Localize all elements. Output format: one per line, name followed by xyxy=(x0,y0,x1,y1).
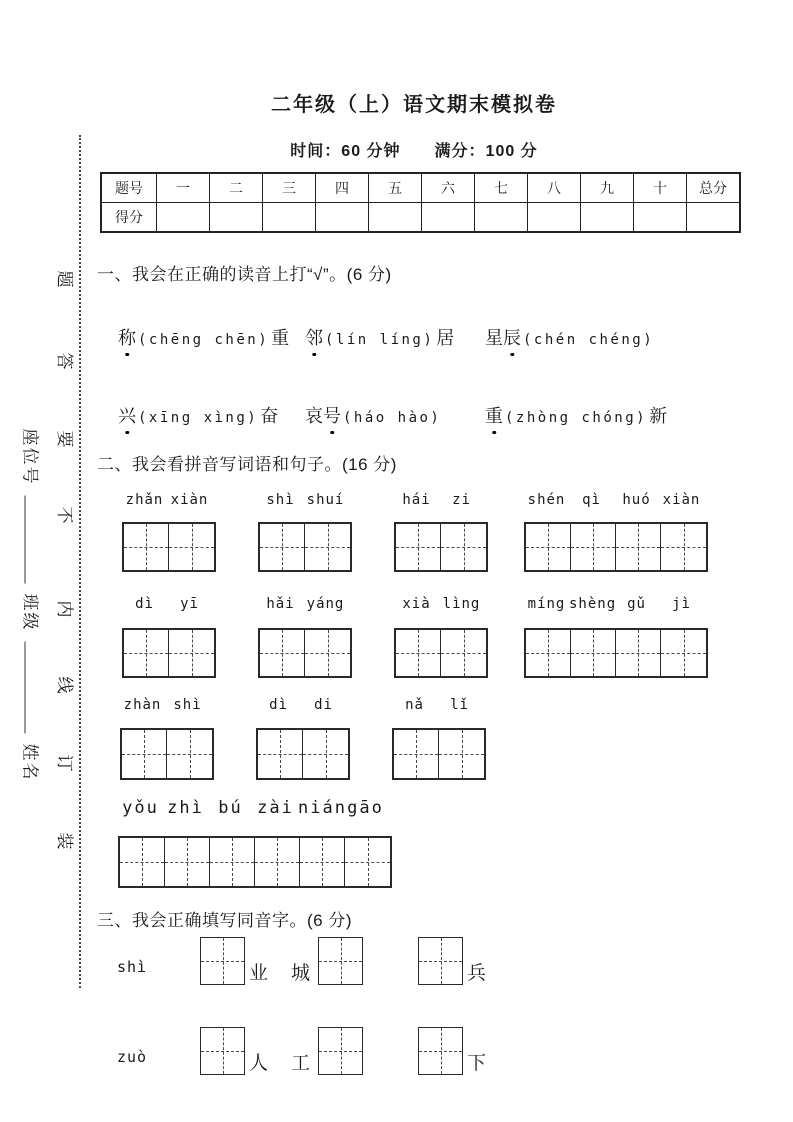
score-table-header-cell: 九 xyxy=(581,173,634,203)
hanzi-target-with-dot: 兴 xyxy=(118,402,136,428)
section1-heading: 一、我会在正确的读音上打“√”。(6 分) xyxy=(97,265,392,284)
pinyin-hint xyxy=(394,492,484,508)
pinyin-syllable: zhǎn xyxy=(125,492,164,508)
score-cell[interactable] xyxy=(634,203,687,233)
writing-cell[interactable] xyxy=(396,524,441,570)
binding-dotted-line xyxy=(79,135,81,988)
writing-cell[interactable] xyxy=(303,730,348,778)
writing-cell[interactable] xyxy=(616,524,661,570)
pinyin-syllable: jì xyxy=(672,596,691,612)
binding-char: 不 xyxy=(55,506,74,524)
writing-grid xyxy=(122,628,216,678)
character-box[interactable] xyxy=(200,937,245,985)
pinyin-choices[interactable]: (chēng chēn) xyxy=(138,332,270,348)
pinyin-hint xyxy=(118,798,388,818)
pinyin-syllable: yáng xyxy=(306,596,345,612)
pinyin-syllable: dì xyxy=(135,596,154,612)
score-cell[interactable] xyxy=(422,203,475,233)
pronunciation-item xyxy=(305,324,454,350)
character-box[interactable] xyxy=(318,937,363,985)
pinyin-syllable: hái xyxy=(402,492,431,508)
pinyin-syllable: nián xyxy=(298,798,347,818)
pinyin-label: shì xyxy=(117,958,148,976)
given-character: 人 xyxy=(249,1053,269,1074)
writing-cell[interactable] xyxy=(124,630,169,676)
pinyin-syllable: shì xyxy=(173,697,202,713)
writing-cell[interactable] xyxy=(300,838,345,886)
writing-cell[interactable] xyxy=(526,630,571,676)
pinyin-syllable: yǒu xyxy=(122,798,159,818)
hanzi: 奋 xyxy=(260,406,279,426)
pinyin-label: zuò xyxy=(117,1048,148,1066)
pinyin-hint xyxy=(394,596,484,612)
pinyin-syllable: míng xyxy=(527,596,566,612)
writing-cell[interactable] xyxy=(345,838,390,886)
score-row-label: 得分 xyxy=(101,203,157,233)
score-table-header-cell: 四 xyxy=(316,173,369,203)
writing-cell[interactable] xyxy=(169,630,214,676)
pinyin-syllable: shì xyxy=(266,492,295,508)
pinyin-syllable: shèng xyxy=(569,596,617,612)
pinyin-syllable: bú xyxy=(218,798,243,818)
score-cell[interactable] xyxy=(528,203,581,233)
pinyin-hint xyxy=(392,697,482,713)
binding-char: 装 xyxy=(55,832,74,850)
writing-cell[interactable] xyxy=(441,524,486,570)
pinyin-syllable: yī xyxy=(180,596,199,612)
pronunciation-item xyxy=(485,324,656,350)
writing-cell[interactable] xyxy=(258,730,303,778)
score-table-header-cell: 二 xyxy=(210,173,263,203)
score-table-header-cell: 六 xyxy=(422,173,475,203)
given-character: 下 xyxy=(467,1053,487,1074)
writing-grid xyxy=(394,522,488,572)
student-field-label: 姓名 xyxy=(20,743,40,782)
pinyin-choices[interactable]: (háo hào) xyxy=(343,410,442,426)
writing-grid xyxy=(524,522,708,572)
writing-grid xyxy=(256,728,350,780)
student-field-blank[interactable] xyxy=(25,496,30,584)
pinyin-syllable: qì xyxy=(582,492,601,508)
score-table-header-cell: 十 xyxy=(634,173,687,203)
writing-cell[interactable] xyxy=(571,524,616,570)
writing-cell[interactable] xyxy=(661,630,706,676)
writing-grid xyxy=(120,728,214,780)
pinyin-syllable: xià xyxy=(402,596,431,612)
pronunciation-item xyxy=(485,402,667,428)
pinyin-hint xyxy=(120,697,210,713)
pinyin-syllable: xiàn xyxy=(662,492,701,508)
binding-char: 要 xyxy=(55,430,74,448)
writing-cell[interactable] xyxy=(260,524,305,570)
writing-cell[interactable] xyxy=(255,838,300,886)
student-field-label: 班级 xyxy=(20,593,40,632)
student-field-label: 座位号 xyxy=(20,428,40,486)
score-cell[interactable] xyxy=(581,203,634,233)
writing-cell[interactable] xyxy=(441,630,486,676)
hanzi: 居 xyxy=(436,328,455,348)
writing-cell[interactable] xyxy=(120,838,165,886)
pinyin-syllable: zhì xyxy=(167,798,204,818)
binding-char: 线 xyxy=(55,676,74,694)
pinyin-choices[interactable]: (lín líng) xyxy=(325,332,435,348)
pinyin-hint xyxy=(122,596,212,612)
pinyin-hint xyxy=(256,697,346,713)
writing-cell[interactable] xyxy=(165,838,210,886)
score-table-header-cell: 七 xyxy=(475,173,528,203)
pinyin-hint xyxy=(524,492,704,508)
pinyin-choices[interactable]: (chén chéng) xyxy=(523,332,655,348)
hanzi-target-with-dot: 辰 xyxy=(503,324,521,350)
given-character: 业 xyxy=(249,963,269,984)
binding-char: 题 xyxy=(55,270,74,288)
pronunciation-item xyxy=(118,324,289,350)
pinyin-syllable: di xyxy=(314,697,333,713)
hanzi: 新 xyxy=(649,406,668,426)
character-box[interactable] xyxy=(418,1027,463,1075)
writing-grid xyxy=(394,628,488,678)
binding-char: 订 xyxy=(55,754,74,772)
writing-cell[interactable] xyxy=(122,730,167,778)
writing-cell[interactable] xyxy=(396,630,441,676)
writing-cell[interactable] xyxy=(571,630,616,676)
score-cell[interactable] xyxy=(157,203,210,233)
score-table-header-cell: 题号 xyxy=(101,173,157,203)
hanzi: 哀 xyxy=(305,406,323,426)
writing-cell[interactable] xyxy=(169,524,214,570)
score-cell[interactable] xyxy=(210,203,263,233)
exam-time-score-line: 时间：60 分钟 满分：100 分 xyxy=(290,143,538,160)
pinyin-syllable: lǐ xyxy=(450,697,469,713)
writing-grid xyxy=(258,628,352,678)
writing-grid xyxy=(122,522,216,572)
pinyin-syllable: huó xyxy=(622,492,651,508)
character-box[interactable] xyxy=(318,1027,363,1075)
given-character: 工 xyxy=(291,1053,311,1074)
score-cell[interactable] xyxy=(369,203,422,233)
score-table-header-cell: 三 xyxy=(263,173,316,203)
section2-heading: 二、我会看拼音写词语和句子。(16 分) xyxy=(97,455,397,474)
hanzi: 星 xyxy=(485,328,503,348)
writing-cell[interactable] xyxy=(305,630,350,676)
writing-grid xyxy=(524,628,708,678)
score-table xyxy=(100,172,741,233)
student-info-strip xyxy=(20,429,45,782)
hanzi-target-with-dot: 号 xyxy=(323,402,341,428)
pinyin-syllable: shuí xyxy=(306,492,345,508)
hanzi: 重 xyxy=(271,328,290,348)
student-field-blank[interactable] xyxy=(25,642,30,734)
score-table-header-cell: 八 xyxy=(528,173,581,203)
writing-cell[interactable] xyxy=(210,838,255,886)
pinyin-choices[interactable]: (zhòng chóng) xyxy=(505,410,648,426)
pinyin-hint xyxy=(258,492,348,508)
pinyin-syllable: xiàn xyxy=(170,492,209,508)
section3-heading: 三、我会正确填写同音字。(6 分) xyxy=(97,911,352,930)
score-table-header-cell: 一 xyxy=(157,173,210,203)
score-table-header-cell: 总分 xyxy=(687,173,741,203)
binding-char: 答 xyxy=(55,352,74,370)
writing-cell[interactable] xyxy=(526,524,571,570)
pronunciation-item xyxy=(118,402,278,428)
character-box[interactable] xyxy=(418,937,463,985)
pinyin-syllable: nǎ xyxy=(405,697,424,713)
writing-grid xyxy=(118,836,392,888)
writing-cell[interactable] xyxy=(260,630,305,676)
pinyin-hint xyxy=(524,596,704,612)
exam-title: 二年级（上）语文期末模拟卷 xyxy=(271,94,557,116)
pinyin-syllable: zài xyxy=(257,798,294,818)
writing-cell[interactable] xyxy=(661,524,706,570)
pinyin-syllable: zhàn xyxy=(123,697,162,713)
pinyin-hint xyxy=(258,596,348,612)
character-box[interactable] xyxy=(200,1027,245,1075)
writing-cell[interactable] xyxy=(439,730,484,778)
writing-cell[interactable] xyxy=(124,524,169,570)
pinyin-syllable: gǔ xyxy=(627,596,646,612)
hanzi-target-with-dot: 称 xyxy=(118,324,136,350)
score-cell[interactable] xyxy=(263,203,316,233)
pronunciation-item xyxy=(305,402,443,428)
writing-grid xyxy=(258,522,352,572)
pinyin-syllable: gāo xyxy=(347,798,384,818)
pinyin-syllable: shén xyxy=(527,492,566,508)
hanzi-target-with-dot: 邻 xyxy=(305,324,323,350)
writing-cell[interactable] xyxy=(305,524,350,570)
writing-grid xyxy=(392,728,486,780)
score-cell[interactable] xyxy=(687,203,741,233)
pinyin-syllable: dì xyxy=(269,697,288,713)
pinyin-syllable: lìng xyxy=(442,596,481,612)
given-character: 城 xyxy=(291,963,311,984)
score-cell[interactable] xyxy=(316,203,369,233)
pinyin-syllable: hǎi xyxy=(266,596,295,612)
score-table-header-cell: 五 xyxy=(369,173,422,203)
score-cell[interactable] xyxy=(475,203,528,233)
binding-char: 内 xyxy=(55,600,74,618)
given-character: 兵 xyxy=(467,963,487,984)
hanzi-target-with-dot: 重 xyxy=(485,402,503,428)
pinyin-syllable: zi xyxy=(452,492,471,508)
pinyin-hint xyxy=(122,492,212,508)
writing-cell[interactable] xyxy=(616,630,661,676)
writing-cell[interactable] xyxy=(394,730,439,778)
writing-cell[interactable] xyxy=(167,730,212,778)
pinyin-choices[interactable]: (xīng xìng) xyxy=(138,410,259,426)
